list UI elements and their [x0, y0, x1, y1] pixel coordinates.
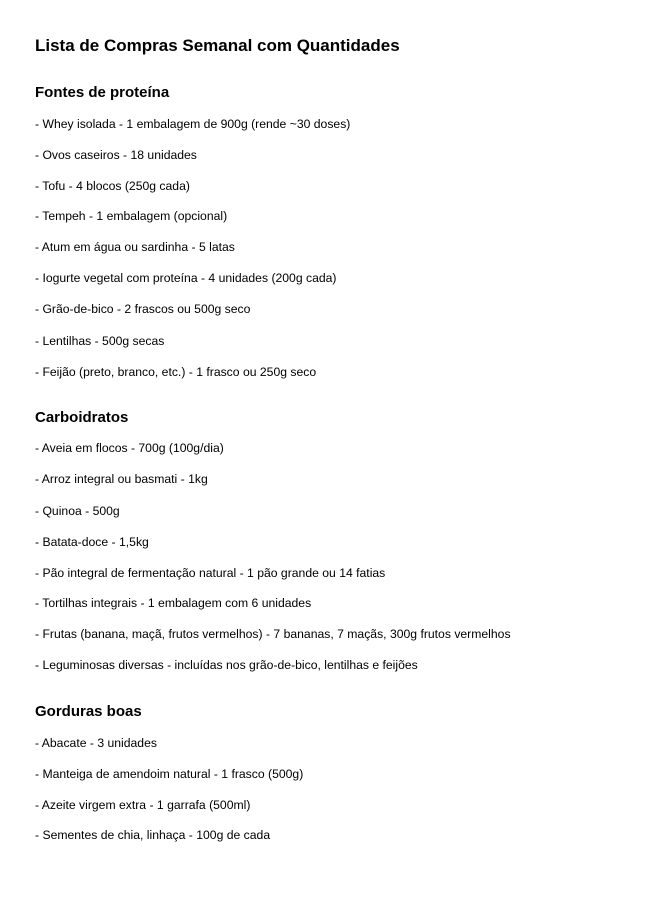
list-item: - Atum em água ou sardinha - 5 latas	[35, 240, 235, 254]
list-item: - Ovos caseiros - 18 unidades	[35, 148, 197, 162]
list-item: - Tortilhas integrais - 1 embalagem com 6 unidades	[35, 596, 312, 610]
list-item: - Aveia em flocos - 700g (100g/dia)	[35, 441, 224, 455]
list-item: - Arroz integral ou basmati - 1kg	[35, 472, 208, 486]
list-item: - Leguminosas diversas - incluídas nos grão-de-bico, lentilhas e feijões	[35, 658, 418, 672]
list-item: - Quinoa - 500g	[35, 504, 120, 518]
list-item: - Whey isolada - 1 embalagem de 900g (rende ~30 doses)	[35, 117, 351, 131]
list-item: - Batata-doce - 1,5kg	[35, 535, 149, 549]
list-item: - Iogurte vegetal com proteína - 4 unidades (200g cada)	[35, 271, 337, 285]
list-item: - Grão-de-bico - 2 frascos ou 500g seco	[35, 302, 251, 316]
section-heading-carboidratos: Carboidratos	[35, 409, 129, 426]
list-item: - Sementes de chia, linhaça - 100g de cada	[35, 828, 271, 842]
list-item: - Tempeh - 1 embalagem (opcional)	[35, 209, 228, 223]
list-item: - Lentilhas - 500g secas	[35, 334, 165, 348]
section-heading-proteina: Fontes de proteína	[35, 84, 170, 101]
list-item: - Pão integral de fermentação natural - 1 pão grande ou 14 fatias	[35, 566, 386, 580]
section-heading-gorduras: Gorduras boas	[35, 703, 142, 720]
list-item: - Abacate - 3 unidades	[35, 736, 157, 750]
page-title: Lista de Compras Semanal com Quantidades	[35, 36, 400, 55]
list-item: - Tofu - 4 blocos (250g cada)	[35, 179, 190, 193]
list-item: - Frutas (banana, maçã, frutos vermelhos) - 7 bananas, 7 maçãs, 300g frutos vermelhos	[35, 627, 511, 641]
list-item: - Feijão (preto, branco, etc.) - 1 frasco ou 250g seco	[35, 365, 317, 379]
list-item: - Azeite virgem extra - 1 garrafa (500ml)	[35, 798, 251, 812]
list-item: - Manteiga de amendoim natural - 1 frasco (500g)	[35, 767, 304, 781]
